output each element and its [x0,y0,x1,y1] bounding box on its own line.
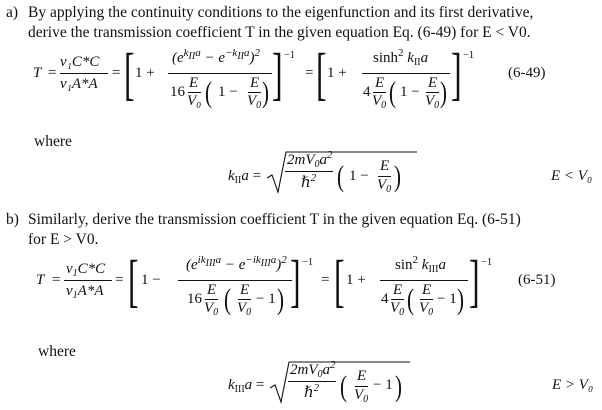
condition-b: E > V₀ [552,377,594,393]
part-a-line2: derive the transmission coefficient T in the given equation Eq. (6-49) for E < V0. [28,24,531,41]
where-b: where [38,343,76,360]
part-b-line1: Similarly, derive the transmission coefficient T in the given equation Eq. (6-51) [28,211,521,228]
part-a-label: a) [6,4,19,21]
part-b-label: b) [6,211,19,228]
condition-a: E < V₀ [551,168,593,184]
part-b-line2: for E > V0. [28,231,99,248]
eq-number-6-51: (6-51) [518,272,556,288]
lhs-denominator: v₁A*A [60,76,98,92]
part-a-line1: By applying the continuity conditions to the eigenfunction and its first derivative, [28,4,534,21]
where-a: where [34,133,72,150]
eq-number-6-49: (6-49) [508,65,546,81]
lhs-numerator: v₁C*C [60,54,100,70]
